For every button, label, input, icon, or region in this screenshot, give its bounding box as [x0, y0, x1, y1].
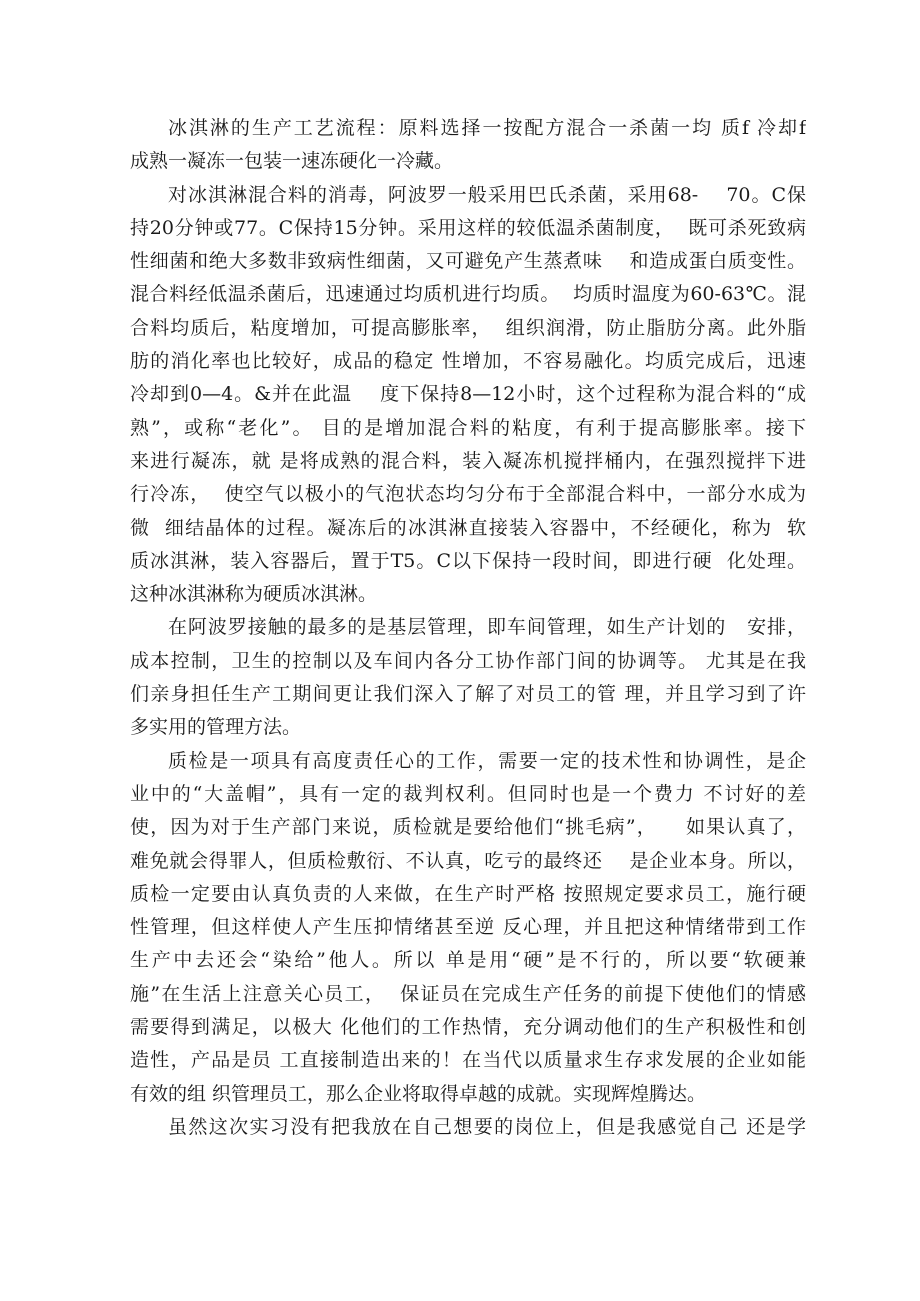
paragraph-conclusion: [130, 1111, 806, 1144]
text-line: 们亲身担任生产工期间更让我们深入了解了对员工的管 理，并且学习到了许: [130, 683, 806, 706]
text-line: 性细菌和绝大多数非致病性细菌，又可避免产生蒸煮味 和造成蛋白质变性。: [130, 250, 806, 273]
text-line: 业中的“大盖帽”，具有一定的裁判权利。但同时也是一个费力 不讨好的差: [130, 782, 806, 805]
text-line: 多实用的管理方法。: [130, 716, 302, 739]
text-line: 质检一定要由认真负责的人来做，在生产时严格 按照规定要求员工，施行硬: [130, 882, 806, 905]
paragraph-sterilization: [130, 179, 806, 612]
text-line: 熟”，或称“老化”。 目的是增加混合料的粘度，有利于提高膨胀率。接下: [130, 416, 806, 439]
text-line: 在阿波罗接触的最多的是基层管理，即车间管理，如生产计划的 安排，: [168, 616, 806, 639]
text-line: 肪的消化率也比较好，成品的稳定 性增加，不容易融化。均质完成后，迅速: [130, 350, 806, 373]
text-line: 这种冰淇淋称为硬质冰淇淋。: [130, 583, 378, 606]
text-line: 造性，产品是员 工直接制造出来的！在当代以质量求生存求发展的企业如能: [130, 1049, 806, 1072]
text-line: 冷却到0—4。&并在此温 度下保持8—12小时，这个过程称为混合料的“成: [130, 383, 806, 406]
text-line: 冰淇淋的生产工艺流程：原料选择一按配方混合一杀菌一均 质f 冷却f: [168, 117, 806, 139]
text-line: 行冷冻， 使空气以极小的气泡状态均匀分布于全部混合料中，一部分水成为: [130, 483, 806, 506]
text-line: 成本控制，卫生的控制以及车间内各分工协作部门间的协调等。 尤其是在我: [130, 649, 806, 672]
text-line: 微 细结晶体的过程。凝冻后的冰淇淋直接装入容器中，不经硬化，称为 软: [130, 516, 806, 539]
text-line: 施”在生活上注意关心员工， 保证员在完成生产任务的前提下使他们的情感: [130, 982, 806, 1005]
text-line: 性管理，但这样使人产生压抑情绪甚至逆 反心理，并且把这种情绪带到工作: [130, 916, 806, 939]
paragraph-process-flow: [130, 112, 806, 179]
text-line: 对冰淇淋混合料的消毒，阿波罗一般采用巴氏杀菌，采用68- 70。C保: [168, 183, 806, 206]
text-line: 质检是一项具有高度责任心的工作，需要一定的技术性和协调性，是企: [168, 749, 806, 772]
text-line: 有效的组 织管理员工，那么企业将取得卓越的成就。实现辉煌腾达。: [130, 1082, 707, 1105]
text-line: 使，因为对于生产部门来说，质检就是要给他们“挑毛病”， 如果认真了，: [130, 816, 806, 839]
text-line: 合料均质后，粘度增加，可提高膨胀率， 组织润滑，防止脂肪分离。此外脂: [130, 316, 806, 339]
text-line: 需要得到满足，以极大 化他们的工作热情，充分调动他们的生产积极性和创: [130, 1016, 806, 1039]
text-line: 难免就会得罪人，但质检敷衍、不认真，吃亏的最终还 是企业本身。所以，: [130, 849, 806, 872]
paragraph-management: [130, 611, 806, 744]
text-line: 生产中去还会“染给”他人。所以 单是用“硬”是不行的，所以要“软硬兼: [130, 949, 806, 972]
text-line: 持20分钟或77。C保持15分钟。采用这样的较低温杀菌制度， 既可杀死致病: [130, 216, 806, 239]
text-line: 虽然这次实习没有把我放在自己想要的岗位上，但是我感觉自己 还是学: [168, 1115, 806, 1138]
paragraph-quality-inspection: [130, 745, 806, 1111]
text-line: 来进行凝冻，就 是将成熟的混合料，装入凝冻机搅拌桶内，在强烈搅拌下进: [130, 449, 806, 472]
text-line: 成熟一凝冻一包装一速冻硬化一冷藏。: [130, 150, 454, 173]
text-line: 质冰淇淋，装入容器后，置于T5。C以下保持一段时间，即进行硬 化处理。: [130, 549, 806, 572]
document-body: [130, 112, 806, 1144]
text-line: 混合料经低温杀菌后，迅速通过均质机进行均质。 均质时温度为60-63℃。混: [130, 283, 806, 306]
